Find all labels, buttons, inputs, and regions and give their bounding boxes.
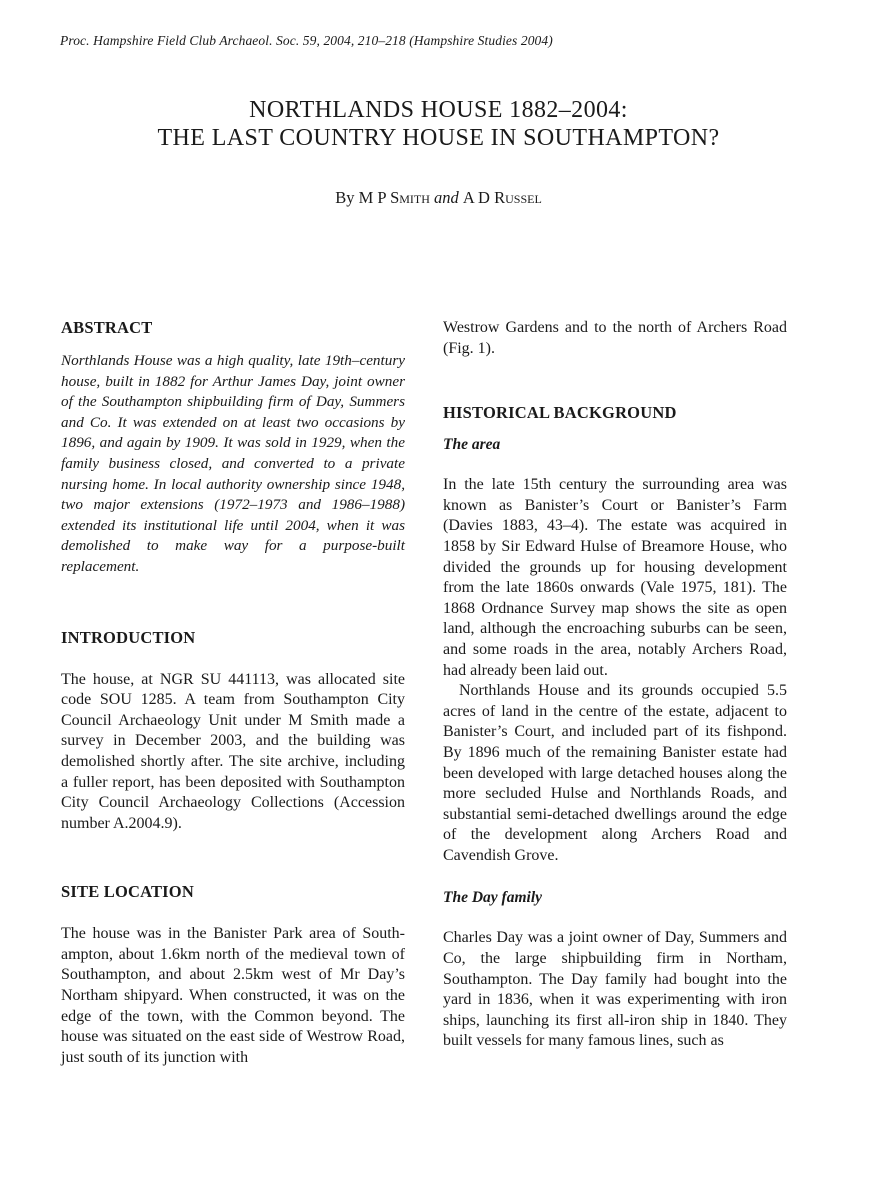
abstract-text: Northlands House was a high quality, late 19th–century house, built in 1882 for Arthur James Day, joint owner of the Southampton shipbuilding firm of Day, Summers and Co. It was extended on at least two occasions by 1896, and again by 1909. It was sold in 1929, when the family business closed, and converted to a private nursing home. In local authority ownership since 1948, two major extensions (1972–1973 and 1986–1988) extended its institutional life until 2004, when it was demolished to make way for a purpose-built replacement. <box>61 352 405 575</box>
author-2: A D Russel <box>462 188 542 207</box>
introduction-heading: INTRODUCTION <box>61 627 196 647</box>
article-title-line-2: THE LAST COUNTRY HOUSE IN SOUTHAMPTON? <box>157 125 720 151</box>
byline <box>0 188 877 208</box>
abstract-heading: ABSTRACT <box>61 318 153 337</box>
site-location-heading: SITE LOCATION <box>61 882 194 902</box>
the-area-subheading: The area <box>443 436 501 454</box>
introduction-text: The house, at NGR SU 441113, was allocated site code SOU 1285. A team from Southampton City Council Archaeology Unit under M Smith made a survey in December 2003, and the building was demolished shortly after. The site archive, including a fuller report, has been deposited with Southampton City Council Archaeology Collections (Accession number A.2004.9). <box>61 670 405 832</box>
running-head: Proc. Hampshire Field Club Archaeol. Soc. 59, 2004, 210–218 (Hampshire Studies 2004) <box>60 33 553 48</box>
day-family-subheading: The Day family <box>443 889 543 907</box>
author-1: M P Smith <box>358 188 430 207</box>
byline-by: By <box>335 188 355 207</box>
the-area-paragraph-1: In the late 15th century the surrounding area was known as Banister’s Court or Banister’s Farm (Davies 1883, 43–4). The estate was acquired in 1858 by Sir Edward Hulse of Breamore House, who divided the grounds up for housing development from the late 1860s onwards (Vale 1975, 181). The 1868 Ordnance Survey map shows the site as open land, although the encroaching suburbs can be seen, and some roads in the area, notably Archers Road, had already been laid out. <box>443 476 787 679</box>
right-column <box>443 318 787 1052</box>
article-title-line-1: NORTHLANDS HOUSE 1882–2004: <box>249 97 628 123</box>
site-location-text: The house was in the Banister Park area of Southampton, about 1.6km north of the medieval town of Southampton, and about 2.5km west of Mr Day’s Northam shipyard. When constructed, it was on the edge of the town, with the Common beyond. The house was situated on the east side of Westrow Road, just south of its junction with <box>61 925 405 1066</box>
left-column <box>61 318 405 1068</box>
site-location-continuation: Westrow Gardens and to the north of Archers Road (Fig. 1). <box>443 319 787 357</box>
byline-and: and <box>434 188 459 207</box>
the-area-paragraph-2: Northlands House and its grounds occupied 5.5 acres of land in the centre of the estate, adjacent to Banister’s Court, and included part of its fishpond. By 1896 much of the remaining Banister estate had been developed with large detached houses along the more secluded Hulse and Northlands Roads, and substantial semi-detached dwellings around the edge of the development along Archers Road and Cavendish Grove. <box>443 682 787 864</box>
historical-background-heading: HISTORICAL BACKGROUND <box>443 403 677 423</box>
day-family-paragraph: Charles Day was a joint owner of Day, Summers and Co, the large shipbuilding firm in Northam, Southampton. The Day family had bought into the yard in 1836, when it was experimenting with iron ships, launching its first all-iron ship in 1840. They built vessels for many famous lines, such as <box>443 929 787 1050</box>
